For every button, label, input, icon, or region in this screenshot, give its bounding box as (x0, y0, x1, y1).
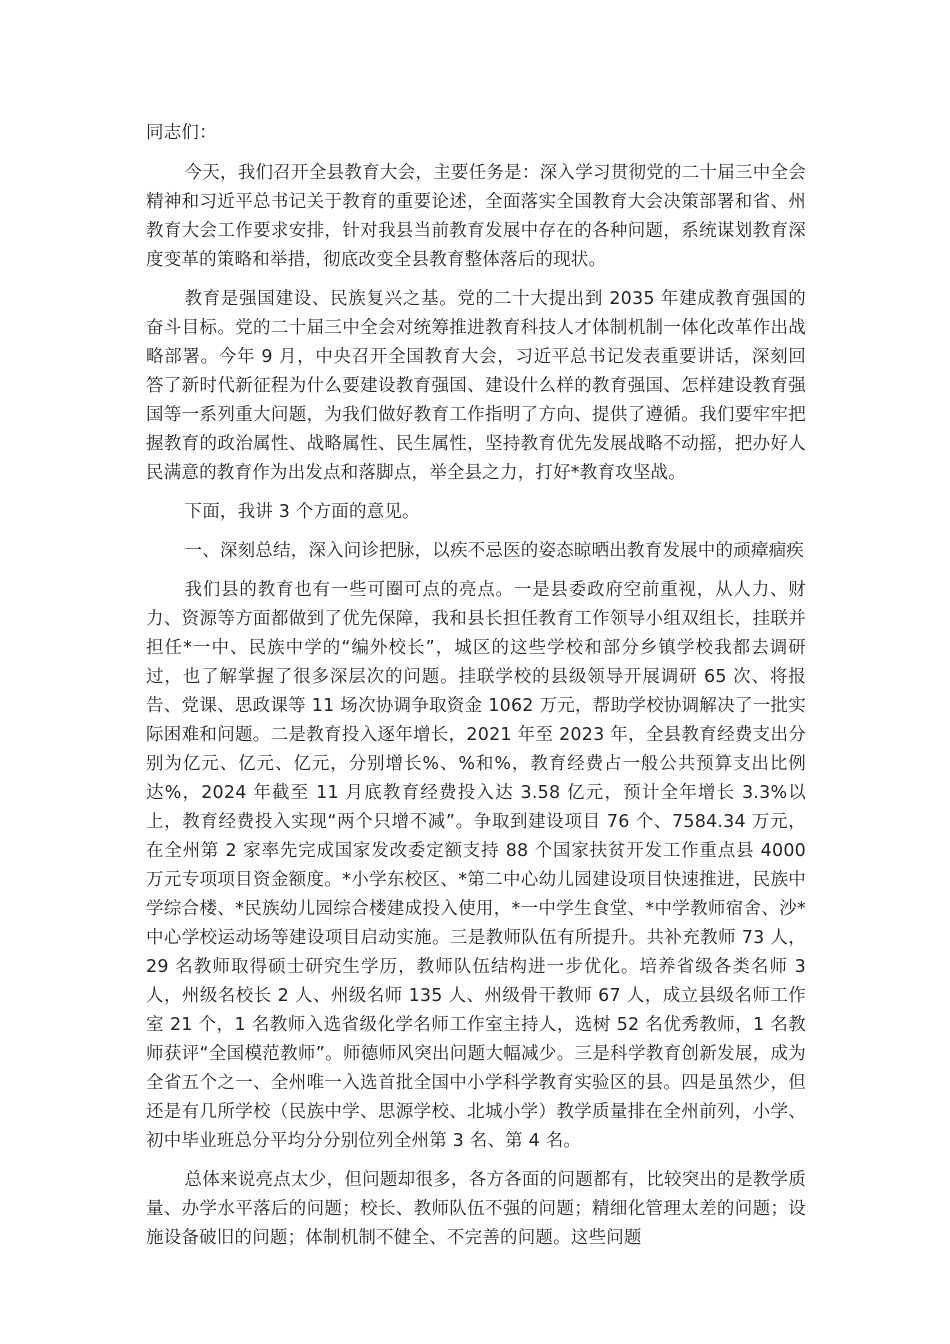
paragraph-problems: 总体来说亮点太少，但问题却很多，各方各面的问题都有，比较突出的是教学质量、办学水平落后的问题；校长、教师队伍不强的问题；精细化管理太差的问题；设施设备破旧的问题；体制机制不健全、不完善的问题。这些问题 (146, 1170, 806, 1248)
paragraph-intro: 今天，我们召开全县教育大会，主要任务是：深入学习贯彻党的二十届三中全会精神和习近平总书记关于教育的重要论述，全面落实全国教育大会决策部署和省、州教育大会工作要求安排，针对我县当前教育发展中存在的各种问题，系统谋划教育深度变革的策略和举措，彻底改变全县教育整体落后的现状。 (146, 163, 806, 270)
paragraph-highlights: 我们县的教育也有一些可圈可点的亮点。一是县委政府空前重视，从人力、财力、资源等方面都做到了优先保障，我和县长担任教育工作领导小组双组长，挂联并担任*一中、民族中学的“编外校长”，城区的这些学校和部分乡镇学校我都去调研过，也了解掌握了很多深层次的问题。挂联学校的县级领导开展调研 65 次、将报告、党课、思政课等 11 场次协调争取资金 1062 万元，帮助学校协调解决了一批实际困难和问题。二是教育投入逐年增长，2021 年至 2023 年，全县教育经费支出分别为亿元、亿元、亿元，分别增长%、%和%，教育经费占一般公共预算支出比例达%，2024 年截至 11 月底教育经费投入达 3.58 亿元，预计全年增长 3.3%以上，教育经费投入实现“两个只增不减”。争取到建设项目 76 个、7584.34 万元，在全州第 2 家率先完成国家发改委定额支持 88 个国家扶贫开发工作重点县 4000 万元专项项目资金额度。*小学东校区、*第二中心幼儿园建设项目快速推进，民族中学综合楼、*民族幼儿园综合楼建成投入使用，*一中学生食堂、*中学教师宿舍、沙*中心学校运动场等建设项目启动实施。三是教师队伍有所提升。共补充教师 73 人，29 名教师取得硕士研究生学历，教师队伍结构进一步优化。培养省级各类名师 3 人，州级名校长 2 人、州级名师 135 人、州级骨干教师 67 人，成立县级名师工作室 21 个，1 名教师入选省级化学名师工作室主持人，选树 52 名优秀教师，1 名教师获评“全国模范教师”。师德师风突出问题大幅减少。三是科学教育创新发展，成为全省五个之一、全州唯一入选首批全国中小学科学教育实验区的县。四是虽然少，但还是有几所学校（民族中学、思源学校、北城小学）教学质量排在全州前列，小学、初中毕业班总分平均分分别位列全州第 3 名、第 4 名。 (146, 580, 806, 1151)
section-heading-one: 一、深刻总结，深入问诊把脉，以疾不忌医的姿态晾晒出教育发展中的顽瘴痼疾 (184, 541, 804, 561)
paragraph-education-foundation: 教育是强国建设、民族复兴之基。党的二十大提出到 2035 年建成教育强国的奋斗目标。党的二十届三中全会对统筹推进教育科技人才体制机制一体化改革作出战略部署。今年 9 月，中央召开全国教育大会，习近平总书记发表重要讲话，深刻回答了新时代新征程为什么要建设教育强国、建设什么样的教育强国、怎样建设教育强国等一系列重大问题，为我们做好教育工作指明了方向、提供了遵循。我们要牢牢把握教育的政治属性、战略属性、民生属性，坚持教育优先发展战略不动摇，把办好人民满意的教育作为出发点和落脚点，举全县之力，打好*教育攻坚战。 (146, 289, 806, 483)
paragraph-outline: 下面，我讲 3 个方面的意见。 (184, 502, 420, 522)
salutation: 同志们： (146, 123, 217, 143)
document-page (146, 119, 806, 1263)
